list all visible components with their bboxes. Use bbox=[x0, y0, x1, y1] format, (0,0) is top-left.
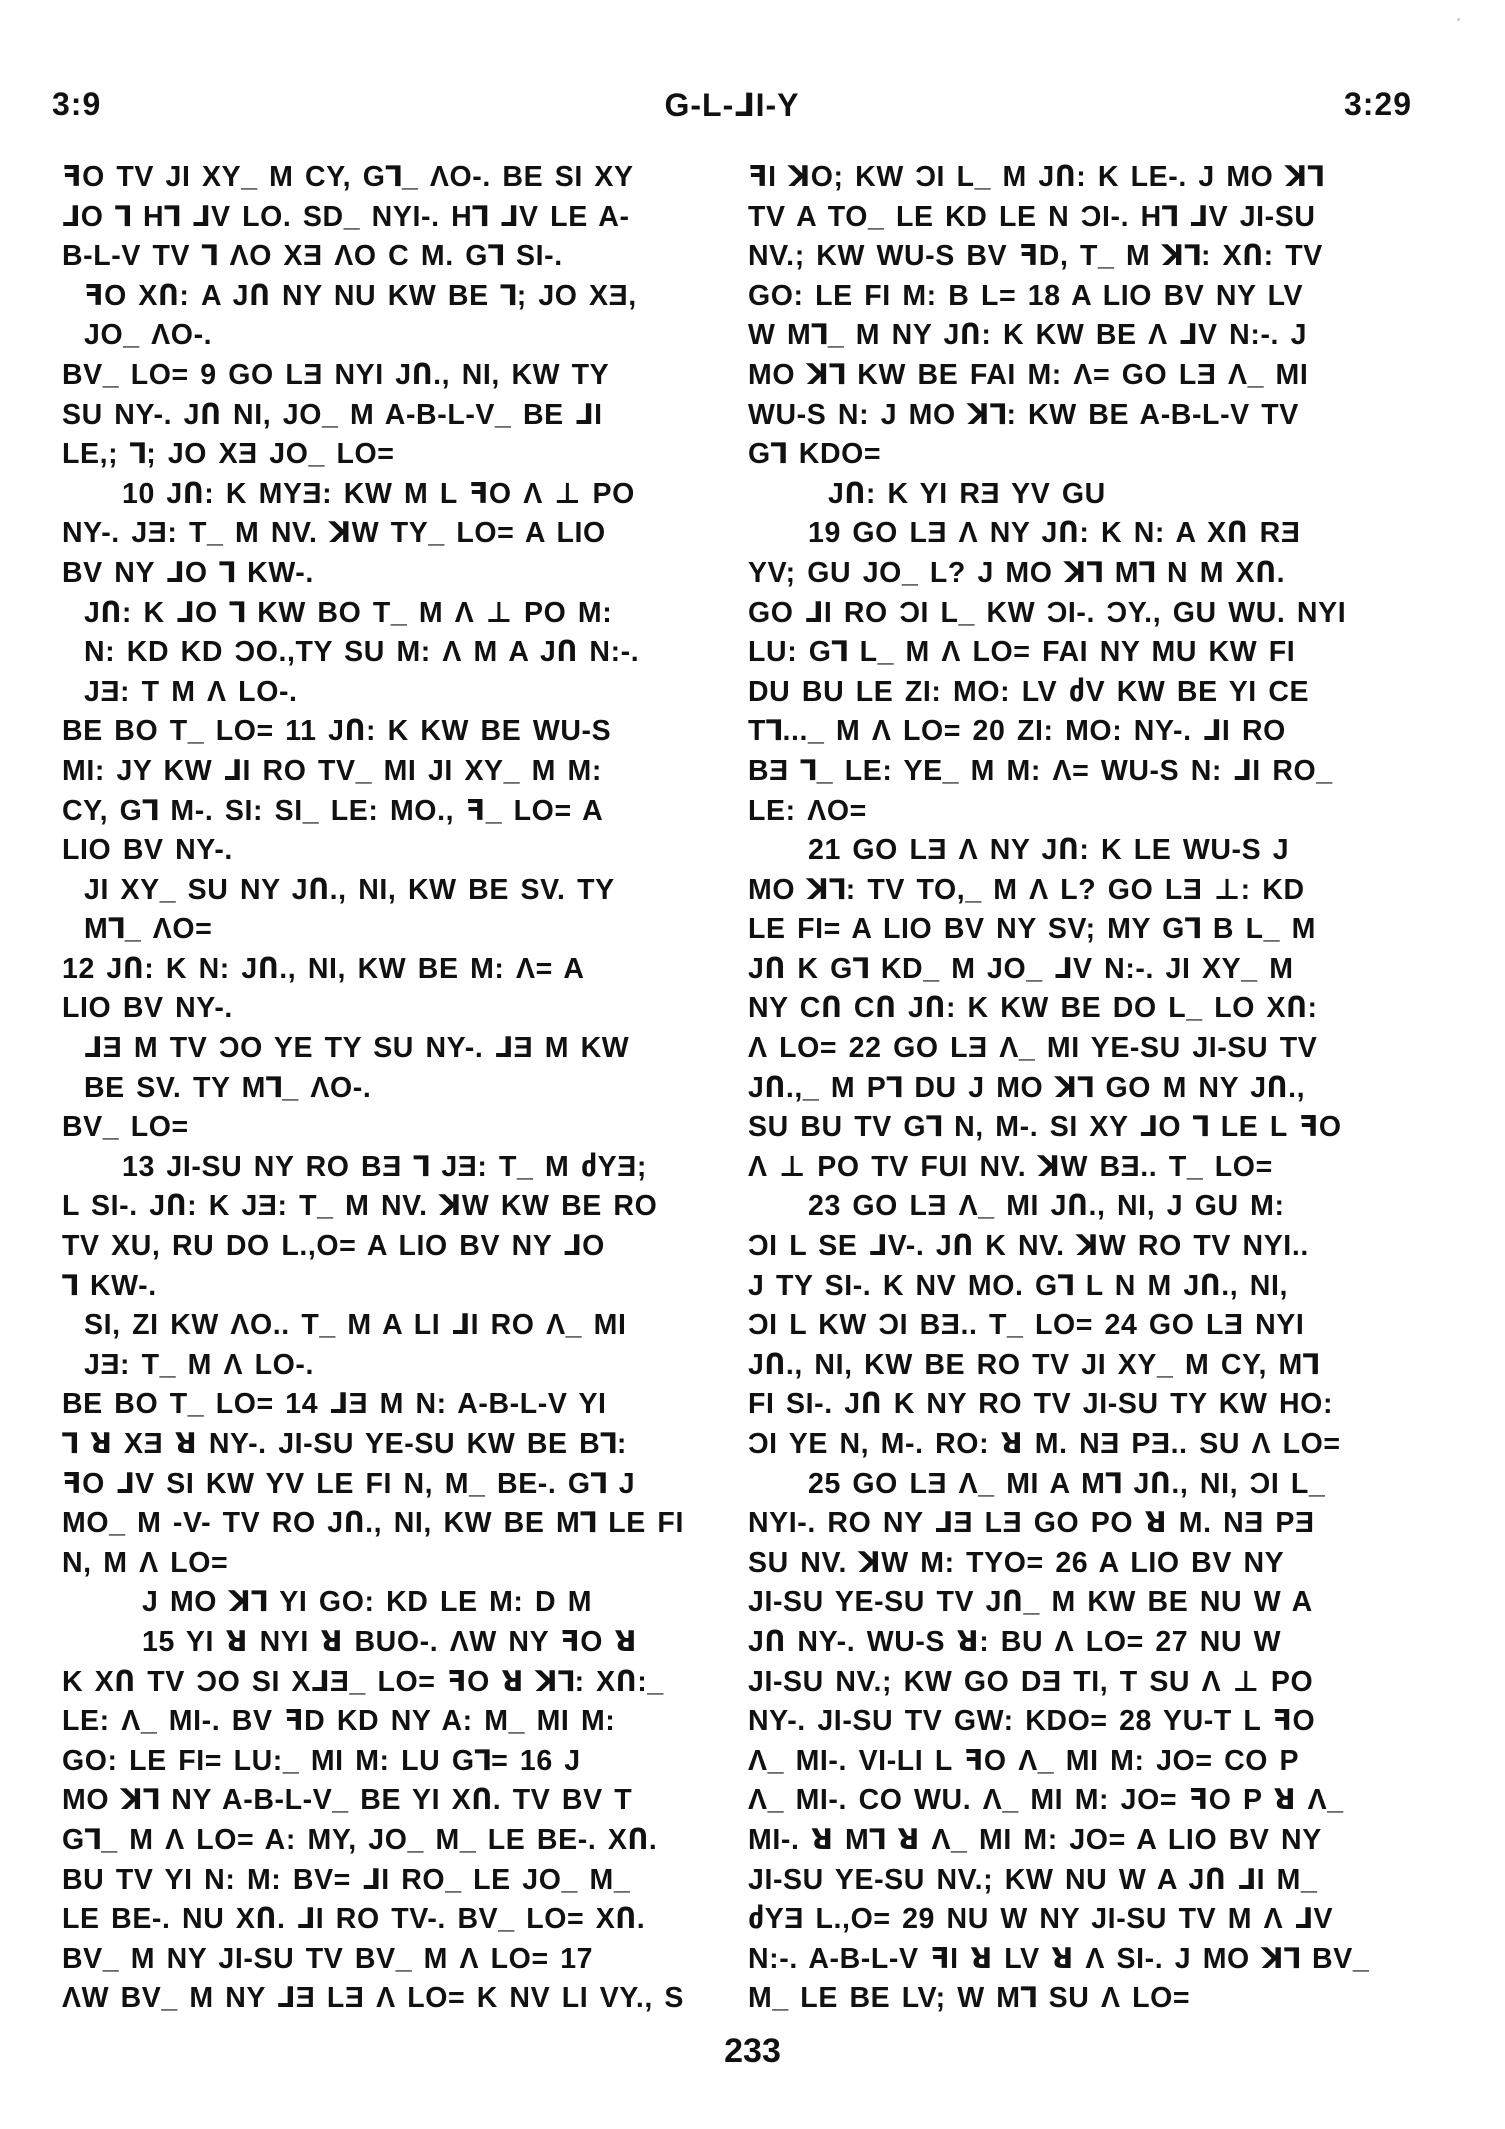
text-line: JƎ: T_ M Ʌ LO-. bbox=[84, 1348, 315, 1381]
text-line: ⅂ KW-. bbox=[62, 1269, 157, 1302]
header-left-reference: 3:9 bbox=[52, 86, 102, 122]
text-line: DU BU LE ZI: MO: LV ძV KW BE YI CE bbox=[748, 675, 1310, 708]
text-line: NY-. JI-SU TV GW: KDO= 28 YU-T L ꟻO bbox=[748, 1705, 1316, 1738]
header-book-title: G-L-⅃I-Y bbox=[664, 87, 800, 123]
text-line: 10 JՈ: K MYƎ: KW M L ꟻO Ʌ ⊥ PO bbox=[122, 477, 635, 510]
text-line: L SI-. JՈ: K JƎ: T_ M NV. ꓘW KW BE RO bbox=[62, 1190, 658, 1223]
text-line: YV; GU JO_ L? J MO ꓘ⅂ M⅂ N M XՈ. bbox=[748, 556, 1286, 589]
text-line: 15 YI ꓤ NYI ꓤ BUO-. ɅW NY ꟻO ꓤ bbox=[142, 1625, 638, 1658]
text-line: SU NV. ꓘW M: TYO= 26 A LIO BV NY bbox=[748, 1546, 1285, 1579]
text-line: MO_ M -V- TV RO JՈ., NI, KW BE M⅂ LE FI bbox=[62, 1507, 684, 1540]
text-line: JO_ ɅO-. bbox=[84, 319, 213, 352]
text-line: ƆI L KW ƆI BƎ.. T_ LO= 24 GO LƎ NYI bbox=[748, 1309, 1305, 1342]
text-line: ⅃O ⅂ H⅂ ⅃V LO. SD_ NYI-. H⅂ ⅃V LE A- bbox=[62, 200, 630, 233]
text-line: M⅂_ ɅO= bbox=[84, 913, 213, 946]
text-line: N:-. A-B-L-V ꟻI ꓤ LV ꓤ Ʌ SI-. J MO ꓘ⅂ BV_ bbox=[748, 1942, 1370, 1975]
text-line: ƆI YE N, M-. RO: ꓤ M. NƎ PƎ.. SU Ʌ LO= bbox=[748, 1428, 1341, 1460]
text-line: ꟻI ꓘO; KW ƆI L_ M JՈ: K LE-. J MO ꓘ⅂ bbox=[748, 161, 1325, 193]
text-line: LU: G⅂ L_ M Ʌ LO= FAI NY MU KW FI bbox=[748, 636, 1296, 669]
text-line: BE SV. TY M⅂_ ɅO-. bbox=[84, 1071, 372, 1104]
text-line: LE BE-. NU XՈ. ⅃I RO TV-. BV_ LO= XՈ. bbox=[62, 1903, 646, 1936]
text-line: JƎ: T M Ʌ LO-. bbox=[84, 675, 298, 708]
text-line: JI-SU NV.; KW GO DƎ TI, T SU Ʌ ⊥ PO bbox=[748, 1665, 1314, 1698]
text-line: SU NY-. JՈ NI, JO_ M A-B-L-V_ BE ⅃I bbox=[62, 398, 603, 431]
text-line: K XՈ TV ƆO SI X⅃Ǝ_ LO= ꟻO ꓤ ꓘ⅂: XՈ:_ bbox=[62, 1665, 664, 1698]
text-line: FI SI-. JՈ K NY RO TV JI-SU TY KW HO: bbox=[748, 1388, 1334, 1421]
text-line: 13 JI-SU NY RO BƎ ⅂ JƎ: T_ M ძYƎ; bbox=[122, 1150, 647, 1183]
text-line: ƆI L SE ⅃V-. JՈ K NV. ꓘW RO TV NYI.. bbox=[748, 1230, 1309, 1263]
text-line: BV_ LO= 9 GO LƎ NYI JՈ., NI, KW TY bbox=[62, 358, 610, 391]
text-line: SI, ZI KW ɅO.. T_ M A LI ⅃I RO Ʌ_ MI bbox=[84, 1309, 627, 1342]
text-line: GO: LE FI M: B L= 18 A LIO BV NY LV bbox=[748, 279, 1304, 312]
text-line: N: KD KD ƆO.,TY SU M: Ʌ M A JՈ N:-. bbox=[84, 636, 640, 669]
text-line: G⅂_ M Ʌ LO= A: MY, JO_ M_ LE BE-. XՈ. bbox=[62, 1823, 658, 1856]
text-line: MO ꓘ⅂ NY A-B-L-V_ BE YI XՈ. TV BV T bbox=[62, 1784, 633, 1817]
text-line: 12 JՈ: K N: JՈ., NI, KW BE M: Ʌ= A bbox=[62, 952, 585, 985]
text-line: ꟻO TV JI XY_ M CY, G⅂_ ɅO-. BE SI XY bbox=[62, 161, 634, 193]
text-line: GO: LE FI= LU:_ MI M: LU G⅂= 16 J bbox=[62, 1744, 581, 1777]
text-line: LE,; ⅂; JO XƎ JO_ LO= bbox=[62, 438, 395, 471]
right-text-column bbox=[748, 158, 1408, 2019]
text-line: N, M Ʌ LO= bbox=[62, 1546, 229, 1579]
text-line: LE: Ʌ_ MI-. BV ꟻD KD NY A: M_ MI M: bbox=[62, 1705, 616, 1738]
text-line: JՈ: K YI RƎ YV GU bbox=[828, 477, 1106, 510]
text-line: ꟻO XՈ: A JՈ NY NU KW BE ⅂; JO XƎ, bbox=[84, 279, 637, 312]
text-line: BE BO T_ LO= 14 ⅃Ǝ M N: A-B-L-V YI bbox=[62, 1388, 607, 1421]
text-line: M_ LE BE LV; W M⅂ SU Ʌ LO= bbox=[748, 1982, 1191, 2015]
text-line: B-L-V TV ⅂ ɅO XƎ ɅO C M. G⅂ SI-. bbox=[62, 240, 563, 273]
header-right-reference: 3:29 bbox=[1343, 86, 1412, 122]
text-line: JI XY_ SU NY JՈ., NI, KW BE SV. TY bbox=[84, 873, 615, 906]
text-line: JՈ: K ⅃O ⅂ KW BO T_ M Ʌ ⊥ PO M: bbox=[84, 596, 613, 629]
text-line: BV NY ⅃O ⅂ KW-. bbox=[62, 556, 314, 589]
text-line: BV_ M NY JI-SU TV BV_ M Ʌ LO= 17 bbox=[62, 1942, 594, 1975]
text-line: ⅃Ǝ M TV ƆO YE TY SU NY-. ⅃Ǝ M KW bbox=[84, 1032, 630, 1065]
text-line: LIO BV NY-. bbox=[62, 992, 233, 1025]
text-line: SU BU TV G⅂ N, M-. SI XY ⅃O ⅂ LE L ꟻO bbox=[748, 1111, 1342, 1144]
left-text-column bbox=[62, 158, 722, 2019]
text-line: JI-SU YE-SU TV JՈ_ M KW BE NU W A bbox=[748, 1586, 1313, 1619]
text-line: 23 GO LƎ Ʌ_ MI JՈ., NI, J GU M: bbox=[808, 1190, 1285, 1223]
text-line: 19 GO LƎ Ʌ NY JՈ: K N: A XՈ RƎ bbox=[808, 517, 1301, 550]
text-line: ⅂ ꓤ XƎ ꓤ NY-. JI-SU YE-SU KW BE B⅂: bbox=[62, 1428, 627, 1460]
text-line: G⅂ KDO= bbox=[748, 438, 882, 471]
page-number: 233 bbox=[724, 2032, 781, 2070]
text-line: ძYƎ L.,O= 29 NU W NY JI-SU TV M Ʌ ⅃V bbox=[748, 1903, 1334, 1936]
text-line: TV A TO_ LE KD LE N ƆI-. H⅂ ⅃V JI-SU bbox=[748, 200, 1316, 233]
text-line: BU TV YI N: M: BV= ⅃I RO_ LE JO_ M_ bbox=[62, 1863, 631, 1896]
text-line: J MO ꓘ⅂ YI GO: KD LE M: D M bbox=[142, 1586, 593, 1619]
text-line: ꟻO ⅃V SI KW YV LE FI N, M_ BE-. G⅂ J bbox=[62, 1467, 636, 1500]
text-line: GO ⅃I RO ƆI L_ KW ƆI-. ƆY., GU WU. NYI bbox=[748, 596, 1347, 629]
text-line: NV.; KW WU-S BV ꟻD, T_ M ꓘ⅂: XՈ: TV bbox=[748, 240, 1323, 273]
text-line: T⅂..._ M Ʌ LO= 20 ZI: MO: NY-. ⅃I RO bbox=[748, 715, 1286, 748]
text-line: Ʌ_ MI-. VI-LI L ꟻO Ʌ_ MI M: JO= CO P bbox=[748, 1744, 1300, 1777]
text-line: TV XU, RU DO L.,O= A LIO BV NY ⅃O bbox=[62, 1230, 605, 1263]
text-line: LIO BV NY-. bbox=[62, 834, 233, 867]
text-line: CY, G⅂ M-. SI: SI_ LE: MO., ꟻ_ LO= A bbox=[62, 794, 604, 827]
text-line: W M⅂_ M NY JՈ: K KW BE Ʌ ⅃V N:-. J bbox=[748, 319, 1308, 352]
text-line: MI-. ꓤ M⅂ ꓤ Ʌ_ MI M: JO= A LIO BV NY bbox=[748, 1823, 1322, 1856]
text-line: MO ꓘ⅂: TV TO,_ M Ʌ L? GO LƎ ⊥: KD bbox=[748, 873, 1305, 906]
text-line: LE FI= A LIO BV NY SV; MY G⅂ B L_ M bbox=[748, 913, 1316, 946]
text-line: Ʌ_ MI-. CO WU. Ʌ_ MI M: JO= ꟻO P ꓤ Ʌ_ bbox=[748, 1784, 1344, 1817]
text-line: JՈ.,_ M P⅂ DU J MO ꓘ⅂ GO M NY JՈ., bbox=[748, 1071, 1306, 1104]
text-line: BV_ LO= bbox=[62, 1111, 189, 1144]
text-line: BƎ ⅂_ LE: YE_ M M: Ʌ= WU-S N: ⅃I RO_ bbox=[748, 754, 1333, 787]
text-line: NY-. JƎ: T_ M NV. ꓘW TY_ LO= A LIO bbox=[62, 517, 606, 550]
text-line: BE BO T_ LO= 11 JՈ: K KW BE WU-S bbox=[62, 715, 612, 748]
text-line: 25 GO LƎ Ʌ_ MI A M⅂ JՈ., NI, ƆI L_ bbox=[808, 1467, 1326, 1500]
text-line: Ʌ LO= 22 GO LƎ Ʌ_ MI YE-SU JI-SU TV bbox=[748, 1032, 1318, 1065]
text-line: 21 GO LƎ Ʌ NY JՈ: K LE WU-S J bbox=[808, 834, 1290, 867]
text-line: JՈ K G⅂ KD_ M JO_ ⅃V N:-. JI XY_ M bbox=[748, 952, 1294, 985]
text-line: NY CՈ CՈ JՈ: K KW BE DO L_ LO XՈ: bbox=[748, 992, 1318, 1025]
scan-speck bbox=[1457, 18, 1460, 21]
text-line: MI: JY KW ⅃I RO TV_ MI JI XY_ M M: bbox=[62, 754, 602, 787]
running-header bbox=[52, 86, 1412, 126]
text-line: NYI-. RO NY ⅃Ǝ LƎ GO PO ꓤ M. NƎ PƎ bbox=[748, 1507, 1315, 1540]
text-line: LE: ɅO= bbox=[748, 794, 867, 827]
text-line: MO ꓘ⅂ KW BE FAI M: Ʌ= GO LƎ Ʌ_ MI bbox=[748, 358, 1309, 391]
text-line: WU-S N: J MO ꓘ⅂: KW BE A-B-L-V TV bbox=[748, 398, 1299, 431]
text-line: Ʌ ⊥ PO TV FUI NV. ꓘW BƎ.. T_ LO= bbox=[748, 1150, 1273, 1183]
text-line: JՈ NY-. WU-S ꓤ: BU Ʌ LO= 27 NU W bbox=[748, 1625, 1282, 1658]
text-line: JI-SU YE-SU NV.; KW NU W A JՈ ⅃I M_ bbox=[748, 1863, 1318, 1896]
text-line: ɅW BV_ M NY ⅃Ǝ LƎ Ʌ LO= K NV LI VY., S bbox=[62, 1982, 685, 2015]
text-line: JՈ., NI, KW BE RO TV JI XY_ M CY, M⅂ bbox=[748, 1348, 1320, 1381]
text-line: J TY SI-. K NV MO. G⅂ L N M JՈ., NI, bbox=[748, 1269, 1288, 1302]
